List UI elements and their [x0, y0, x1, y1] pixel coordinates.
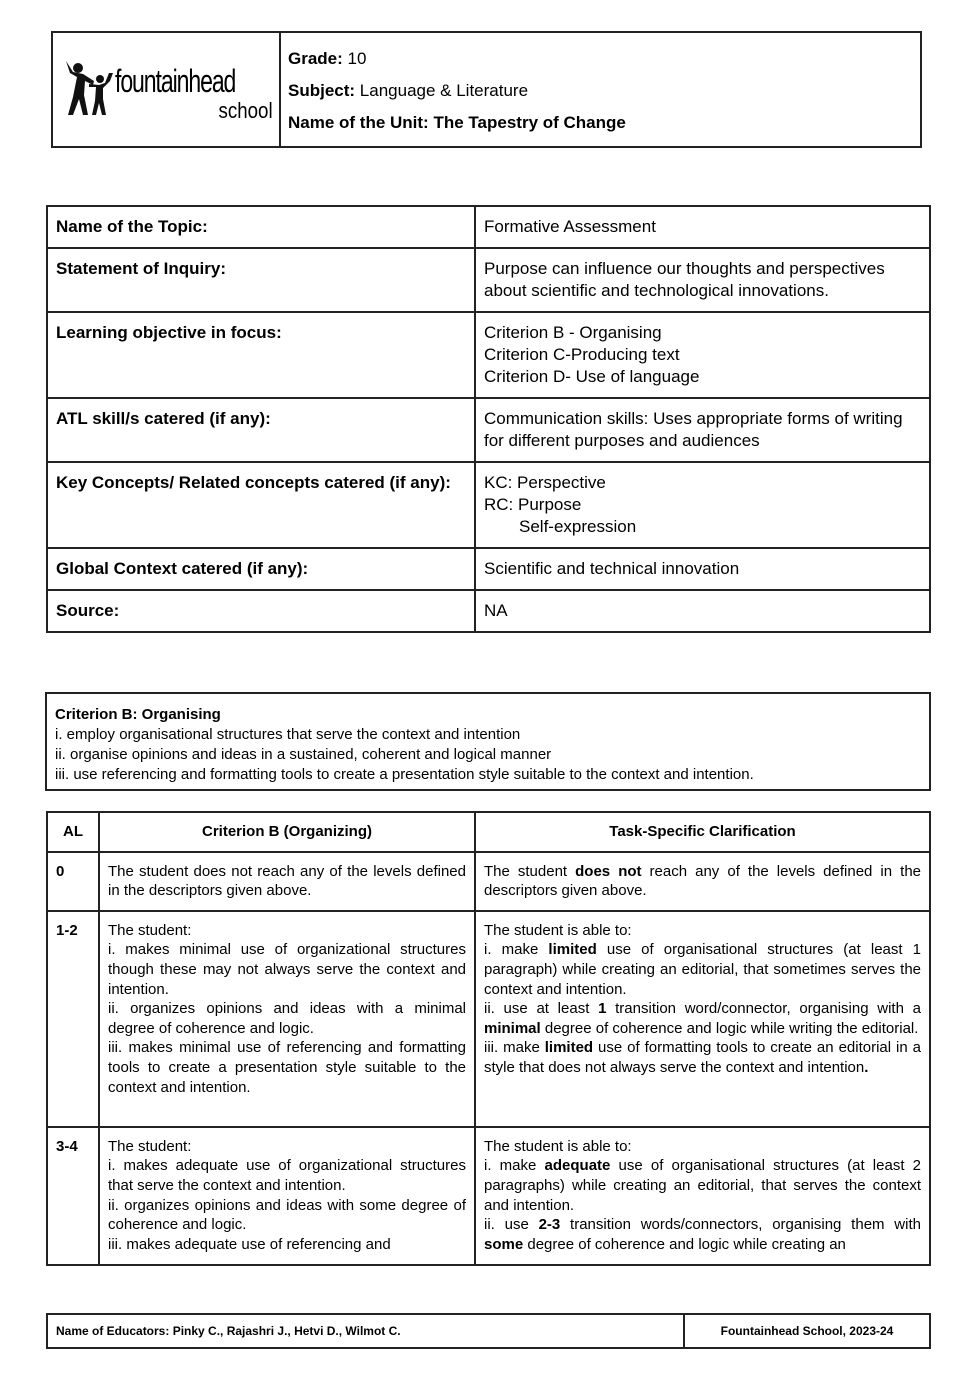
clarification-line	[484, 1156, 921, 1215]
info-value	[475, 398, 930, 462]
criterion-descriptor	[99, 1127, 475, 1265]
descriptor-line: The student:	[108, 1137, 192, 1155]
page-footer	[46, 1313, 931, 1349]
info-key: Source:	[47, 590, 475, 632]
logo-cell	[52, 32, 280, 147]
info-value-line: Criterion B - Organising	[484, 323, 662, 342]
info-value-line: Scientific and technical innovation	[484, 559, 740, 578]
info-row	[47, 398, 930, 462]
descriptor-line: ii. organizes opinions and ideas with some degree of coherence and logic.	[108, 1196, 466, 1234]
info-value-line: Criterion D- Use of language	[484, 367, 700, 386]
clarification-text: i. make	[484, 1157, 545, 1175]
rubric-row	[47, 1127, 930, 1265]
info-key: Learning objective in focus:	[47, 312, 475, 398]
rubric-row	[47, 911, 930, 1127]
educators-names: Name of Educators: Pinky C., Rajashri J., Hetvi D., Wilmot C.	[47, 1314, 684, 1348]
criterion-box	[45, 692, 931, 791]
achievement-level: 1-2	[47, 911, 99, 1127]
descriptor-line: The student:	[108, 921, 192, 939]
clarification-line	[484, 1137, 921, 1157]
descriptor-line: i. makes adequate use of organizational structures that serve the context and intention.	[108, 1157, 466, 1194]
logo-wordmark: fountainhead	[115, 63, 236, 99]
clarification-text: reach any of the levels defined in the descriptors given above.	[484, 862, 922, 900]
subject-value: Language & Literature	[359, 81, 529, 100]
grade-value: 10	[347, 49, 367, 68]
info-row	[47, 206, 930, 248]
header-al: AL	[47, 812, 99, 852]
info-value-line: Criterion C-Producing text	[484, 345, 680, 364]
descriptor-line: iii. makes minimal use of referencing and formatting tools to create a presentation style suitable to the context and intention.	[108, 1039, 466, 1096]
info-row	[47, 248, 930, 312]
rubric-table	[46, 811, 931, 1266]
clarification-line	[484, 999, 921, 1038]
emphasis-text: does not	[575, 862, 642, 880]
info-value-line: NA	[484, 601, 508, 620]
info-row	[47, 312, 930, 398]
info-row	[47, 548, 930, 590]
task-clarification	[475, 852, 930, 911]
task-clarification	[475, 1127, 930, 1265]
info-value	[475, 548, 930, 590]
header-criterion: Criterion B (Organizing)	[99, 812, 475, 852]
descriptor-line: i. makes minimal use of organizational structures though these may not always serve the context and intention.	[108, 941, 466, 998]
info-value	[475, 206, 930, 248]
unit-value: The Tapestry of Change	[433, 113, 626, 132]
info-value-line: KC: Perspective	[484, 473, 606, 492]
info-key: Statement of Inquiry:	[47, 248, 475, 312]
emphasis-text: 1	[598, 1000, 607, 1018]
emphasis-text: limited	[544, 1039, 594, 1057]
rubric-header-row	[47, 812, 930, 852]
school-logo	[63, 55, 275, 127]
descriptor-line: ii. organizes opinions and ideas with a minimal degree of coherence and logic.	[108, 1000, 466, 1037]
unit-info-cell	[280, 32, 921, 147]
clarification-text: ii. use	[484, 1216, 539, 1234]
grade-label: Grade:	[288, 49, 343, 68]
criterion-descriptor	[99, 911, 475, 1127]
info-key: ATL skill/s catered (if any):	[47, 398, 475, 462]
school-year: Fountainhead School, 2023-24	[684, 1314, 930, 1348]
clarification-line	[484, 1038, 921, 1077]
header-task-clarification: Task-Specific Clarification	[475, 812, 930, 852]
document-header	[51, 31, 922, 148]
unit-line	[288, 107, 920, 139]
topic-info-table	[46, 205, 931, 633]
emphasis-text: some	[484, 1235, 524, 1253]
criterion-descriptor	[99, 852, 475, 911]
grade-line	[288, 43, 920, 75]
unit-label: Name of the Unit:	[288, 113, 429, 132]
clarification-text: degree of coherence and logic while writing the editorial.	[540, 1019, 919, 1037]
info-value-line: Communication skills: Uses appropriate forms of writing for different purposes and audiences	[484, 409, 903, 450]
clarification-text: The student is able to:	[484, 921, 632, 939]
info-value	[475, 312, 930, 398]
task-clarification	[475, 911, 930, 1127]
info-value	[475, 462, 930, 548]
info-row	[47, 462, 930, 548]
clarification-text: transition words/connectors, organising them with	[560, 1216, 921, 1234]
criterion-item: ii. organise opinions and ideas in a sustained, coherent and logical manner	[55, 746, 552, 763]
emphasis-text: 2-3	[538, 1216, 561, 1234]
info-key: Global Context catered (if any):	[47, 548, 475, 590]
descriptor-line: The student does not reach any of the levels defined in the descriptors given above.	[108, 862, 466, 900]
clarification-line	[484, 1215, 921, 1254]
clarification-line	[484, 921, 921, 941]
info-key: Name of the Topic:	[47, 206, 475, 248]
clarification-text: use of organisational structures (at least 2 paragraphs) while creating an editorial, that serves the context and intention.	[484, 1157, 921, 1214]
clarification-text: iii. make	[484, 1039, 545, 1057]
subject-label: Subject:	[288, 81, 356, 100]
clarification-text: i. make	[484, 941, 549, 959]
clarification-text: degree of coherence and logic while creating an	[523, 1235, 846, 1253]
emphasis-text: adequate	[544, 1157, 611, 1175]
logo-school-text: school	[218, 98, 273, 123]
emphasis-text: minimal	[484, 1019, 541, 1037]
rubric-row	[47, 852, 930, 911]
info-value-line: Purpose can influence our thoughts and perspectives about scientific and technological innovations.	[484, 259, 885, 300]
clarification-text: ii. use at least	[484, 1000, 599, 1018]
emphasis-text: limited	[548, 941, 597, 959]
emphasis-text: .	[864, 1058, 869, 1076]
clarification-text: transition word/connector, organising with a	[606, 1000, 921, 1018]
clarification-text: use of organisational structures (at least 1 paragraph) while creating an editorial, that sometimes serves the context and intention.	[484, 941, 921, 998]
clarification-line	[484, 940, 921, 999]
clarification-text: The student is able to:	[484, 1137, 632, 1155]
criterion-item: i. employ organisational structures that serve the context and intention	[55, 726, 521, 743]
clarification-text: use of formatting tools to create an editorial in a style that does not always serve the context and intention	[484, 1039, 921, 1076]
descriptor-line: iii. makes adequate use of referencing and	[108, 1235, 391, 1253]
info-value-line: Self-expression	[519, 517, 637, 536]
clarification-text: The student	[484, 862, 576, 880]
achievement-level: 0	[47, 852, 99, 911]
info-key: Key Concepts/ Related concepts catered (if any):	[47, 462, 475, 548]
info-value	[475, 590, 930, 632]
info-value-line: RC: Purpose	[484, 495, 582, 514]
criterion-item: iii. use referencing and formatting tools to create a presentation style suitable to the context and intention.	[55, 766, 754, 783]
info-value-line: Formative Assessment	[484, 217, 656, 236]
achievement-level: 3-4	[47, 1127, 99, 1265]
subject-line	[288, 75, 920, 107]
info-row	[47, 590, 930, 632]
info-value	[475, 248, 930, 312]
clarification-line	[484, 862, 921, 901]
parent-child-figures-icon	[63, 59, 115, 119]
criterion-title: Criterion B: Organising	[55, 706, 221, 723]
